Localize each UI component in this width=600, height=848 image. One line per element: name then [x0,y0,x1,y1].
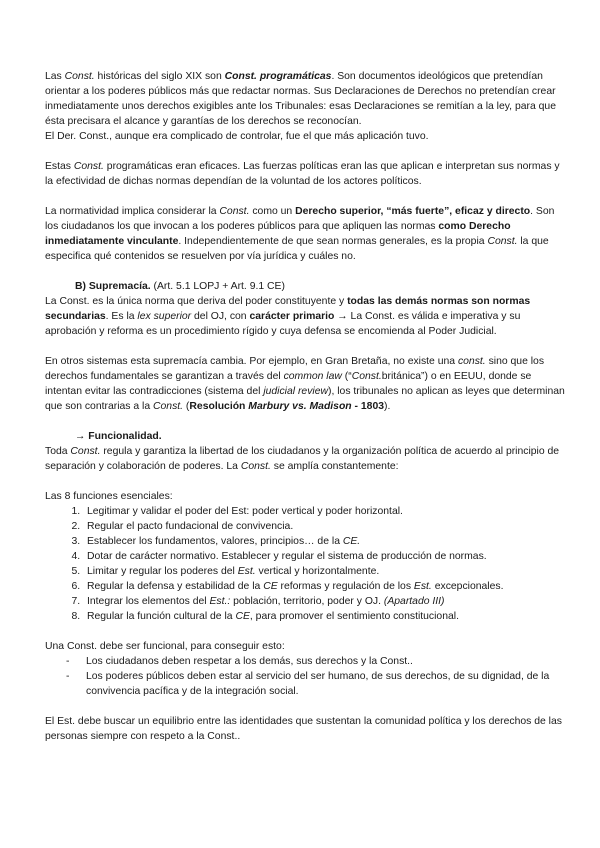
list-item: 8. Regular la función cultural de la CE, para promover el sentimiento constitucional. [83,609,565,624]
text: Las [45,71,65,82]
paragraph-der-const: El Der. Const., aunque era complicado de controlar, fue el que más aplicación tuvo. [45,131,429,142]
text: ( [183,401,190,412]
functions-list [45,504,565,624]
text-italic: Const. [240,461,271,472]
section-heading-functionality: → Funcionalidad. [75,431,162,442]
text-italic: Const. [73,161,104,172]
text: . Son los ciudadanos los que invocan a los poderes públicos para que apliquen las normas [45,206,555,232]
paragraph-functionality [45,444,565,474]
text: . Es la [105,311,138,322]
text-bold: todas las demás normas son normas secundarias [45,296,531,322]
list-item: - Los poderes públicos deben estar al servicio del ser humano, de sus derechos, de su dignidad, de la convivencia pacífica y de la integración social. [66,671,550,697]
text-bold: - 1803 [351,401,385,412]
text: Estas [45,161,74,172]
paragraph-programmatic-constitutions [45,69,565,129]
text: La Const. es la única norma que deriva del poder constituyente y [45,296,348,307]
text: se amplía constantemente: [270,461,399,472]
list-item: 7. Integrar los elementos del Est.: población, territorio, poder y OJ. (Apartado III) [83,594,565,609]
text: programáticas eran eficaces. Las fuerzas políticas eran las que aplican e interpretan sus normas y la efectividad de dichas normas dependían de la voluntad de los actores políticos. [45,161,560,187]
heading-reference: (Art. 5.1 LOPJ + Art. 9.1 CE) [150,281,285,292]
text: sino que los derechos fundamentales se garantizan a través del [45,356,545,382]
text: ), los tribunales no aplican as leyes que determinan que son contrarias a la [45,386,565,412]
list-intro: Las 8 funciones esenciales: [45,491,173,502]
text: la que especifica qué contenidos se resuelven por vía jurídica y cuáles no. [45,236,549,262]
dash-bullet: - [66,671,70,682]
paragraph-balance: El Est. debe buscar un equilibrio entre las identidades que sustentan la comunidad política y los derechos de las personas siempre con respeto a la Const.. [45,716,562,742]
text-italic: Const. [351,371,382,382]
text-italic: const. [457,356,486,367]
paragraph-other-systems [45,354,565,414]
paragraph-normativity [45,204,565,264]
paragraph-effective [45,159,565,189]
heading-title: B) Supremacía. [75,281,151,292]
list-item: 2. Regular el pacto fundacional de convivencia. [83,519,565,534]
text: del OJ, con [191,311,250,322]
list-item: 4. Dotar de carácter normativo. Establecer y regular el sistema de producción de normas. [83,549,565,564]
list-item: - Los ciudadanos deben respetar a los demás, sus derechos y la Const.. [66,656,413,667]
paragraph-supremacy [45,294,565,339]
list-item: 6. Regular la defensa y estabilidad de la CE reformas y regulación de los Est. excepcionales. [83,579,565,594]
text-bold: Derecho superior, “más fuerte”, eficaz y directo [295,206,531,217]
text: La normatividad implica considerar la [45,206,220,217]
text: En otros sistemas esta supremacía cambia. Por ejemplo, en Gran Bretaña, no existe una [45,356,458,367]
text-italic: Const. [487,236,518,247]
text: como un [249,206,296,217]
text-bold: Resolución [189,401,249,412]
list-item: 1. Legitimar y validar el poder del Est: poder vertical y poder horizontal. [83,504,565,519]
text: → La Const. es válida e imperativa y su aprobación y reforma es un procedimiento rígido y cuya defensa se encomienda al Poder Judicial. [45,311,521,337]
text: británica”) o en EEUU, donde se intentan evitar las contradicciones (sistema del [45,371,532,397]
requirements-list [45,654,565,699]
dash-bullet: - [66,656,70,667]
document-body [45,69,565,759]
text-italic: lex superior [137,311,192,322]
text: Toda [45,446,71,457]
text: . Son documentos ideológicos que pretendían orientar a los poderes públicos más que redactar normas. Sus Declaraciones de Derechos no pretendían crear inmediatamente unos derechos exigibles ante los Tribunales: esas Declaraciones se remitían a la ley, para que ésta precisara el alcance y garantías de los derechos se reconocían. [45,71,556,127]
text-italic: Const. [153,401,184,412]
section-heading-supremacy [45,279,565,294]
text-bold-italic: Const. programáticas [224,71,332,82]
text: (“ [341,371,352,382]
text-italic: Const. [219,206,250,217]
text-italic: Const. [70,446,101,457]
paragraph-functional: Una Const. debe ser funcional, para conseguir esto: [45,641,285,652]
text-bold-italic: Marbury vs. Madison [248,401,352,412]
text-italic: judicial review [263,386,328,397]
text-italic: common law [283,371,342,382]
text: . Independientemente de que sean normas generales, es la propia [178,236,488,247]
list-item: 3. Establecer los fundamentos, valores, principios… de la CE. [83,534,565,549]
list-item: 5. Limitar y regular los poderes del Est. vertical y horizontalmente. [83,564,565,579]
text-italic: Const. [64,71,95,82]
text: regula y garantiza la libertad de los ciudadanos y la organización política de acuerdo al principio de separación y colaboración de poderes. La [45,446,560,472]
text-bold: como Derecho inmediatamente vinculante [45,221,511,247]
text-bold: carácter primario [249,311,335,322]
text: históricas del siglo XIX son [94,71,225,82]
text: ). [384,401,391,412]
